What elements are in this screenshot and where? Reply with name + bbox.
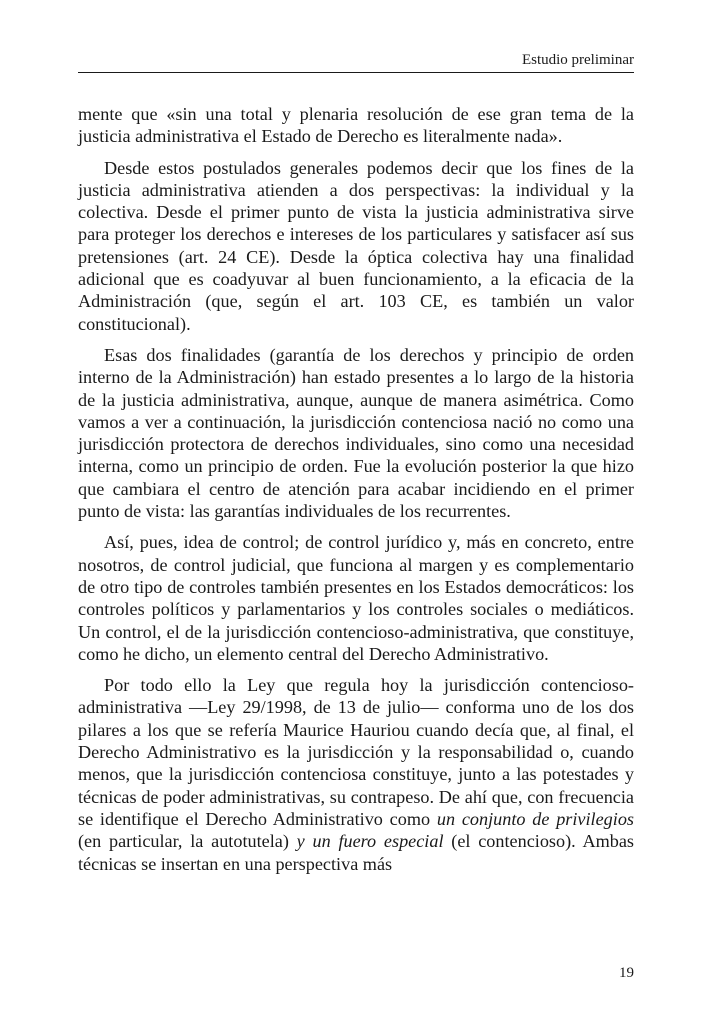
paragraph-continued: mente que «sin una total y plenaria resolución de ese gran tema de la justicia administrativa el Estado de Derecho es literalmente nada». bbox=[78, 104, 634, 147]
paragraph-ley-jurisdiccion bbox=[78, 674, 634, 875]
paragraph-dos-finalidades: Esas dos finalidades (garantía de los derechos y principio de orden interno de la Administración) han estado presentes a lo largo de la historia de la justicia administrativa, aunque, aunque de manera asimétrica. Como vamos a ver a continuación, la jurisdicción contenciosa nació no como una jurisdicción protectora de derechos individuales, sino como una necesidad interna, como un principio de orden. Fue la evolución posterior la que hizo que cambiara el centro de atención para acabar incidiendo en el primer punto de vista: las garantías individuales de los recurrentes. bbox=[78, 344, 634, 522]
paragraph-fines-justicia: Desde estos postulados generales podemos decir que los fines de la justicia administrativa atienden a dos perspectivas: la individual y la colectiva. Desde el primer punto de vista la justicia administrativa sirve para proteger los derechos e intereses de los particulares y satisfacer así sus pretensiones (art. 24 CE). Desde la óptica colectiva hay una finalidad adicional que es coadyuvar al buen funcionamiento, a la eficacia de la Administración (que, según el art. 103 CE, es también un valor constitucional). bbox=[78, 157, 634, 334]
paragraph-text: (en particular, la autotutela) bbox=[78, 831, 297, 852]
italic-phrase: y un fuero especial bbox=[296, 831, 444, 852]
running-head-title: Estudio preliminar bbox=[521, 52, 634, 68]
running-head bbox=[78, 50, 634, 73]
paragraph-idea-de-control: Así, pues, idea de control; de control jurídico y, más en concreto, entre nosotros, de control judicial, que funciona al margen y es complementario de otro tipo de controles también presentes en los Estados democráticos: los controles políticos y parlamentarios y los controles sociales o mediáticos. Un control, el de la jurisdicción contencioso-administrativa, que constituye, como he dicho, un elemento central del Derecho Administrativo. bbox=[78, 532, 634, 664]
page-number: 19 bbox=[619, 965, 634, 981]
paragraph-text: (el contencioso). Ambas técnicas se insertan en una perspectiva más bbox=[78, 831, 634, 874]
italic-phrase: un conjunto de privilegios bbox=[436, 808, 634, 829]
body-text bbox=[78, 103, 634, 884]
paragraph-text: Por todo ello la Ley que regula hoy la jurisdicción contencioso-administrativa —Ley 29/1998, de 13 de julio— conforma uno de los dos pilares a los que se refería Maurice Hauriou cuando decía que, al final, el Derecho Administrativo es la jurisdicción y la responsabilidad o, cuando menos, que la jurisdicción contenciosa constituye, junto a las potestades y técnicas de poder administrativas, su contrapeso. De ahí que, con frecuencia se identifique el Derecho Administrativo como bbox=[78, 675, 634, 829]
